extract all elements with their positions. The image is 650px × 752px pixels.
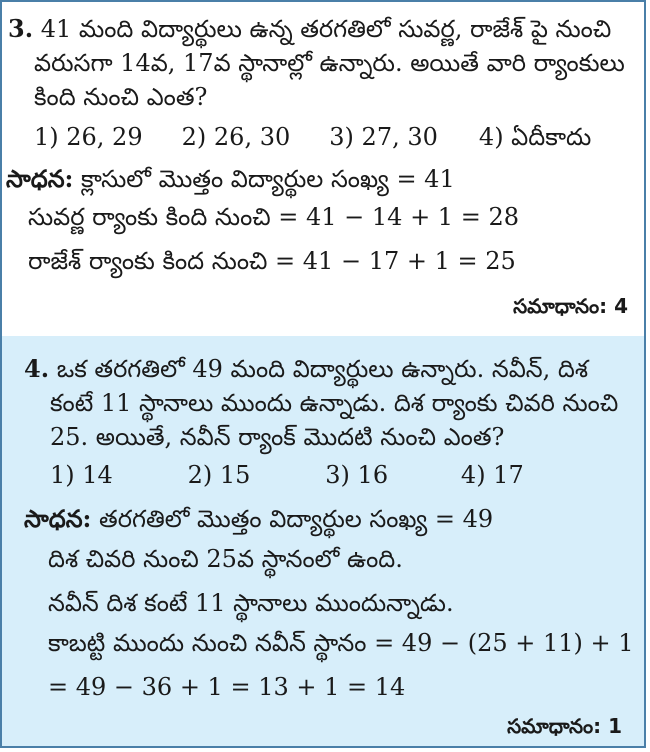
q4-line-1 — [24, 354, 588, 384]
question-3-block — [2, 2, 644, 336]
q4-text-line-2: కంటే 11 స్థానాలు ముందు ఉన్నాడు. దిశ ర్యాంకు చివరి నుంచి — [50, 389, 619, 417]
q3-solution-line-2: సువర్ణ ర్యాంకు కింది నుంచి = 41 − 14 + 1 = 28 — [28, 203, 519, 231]
q4-text-line-1: ఒక తరగతిలో 49 మంది విద్యార్థులు ఉన్నారు. నవీన్, దిశ — [56, 355, 589, 383]
q3-answer: సమాధానం: 4 — [513, 294, 628, 318]
q4-answer: సమాధానం: 1 — [507, 714, 622, 738]
q3-option-3: 3) 27, 30 — [329, 123, 438, 151]
q4-option-1: 1) 14 — [50, 461, 113, 489]
q3-option-4: 4) ఏదీకాదు — [478, 123, 592, 151]
q3-solution-line-1 — [6, 164, 455, 194]
q3-text-line-1: 41 మంది విద్యార్థులు ఉన్న తరగతిలో సువర్ణ, రాజేశ్ పై నుంచి — [40, 15, 612, 43]
q3-solution-label: సాధన: — [6, 164, 74, 193]
question-4-block — [2, 336, 644, 746]
q3-text-line-3: కింది నుంచి ఎంత? — [34, 83, 208, 111]
q4-options — [50, 460, 524, 490]
q3-number: 3. — [8, 14, 34, 43]
q4-solution-line-5: = 49 − 36 + 1 = 13 + 1 = 14 — [48, 673, 406, 701]
q4-solution-line-1 — [24, 504, 493, 534]
q4-solution-text-1: తరగతిలో మొత్తం విద్యార్థుల సంఖ్య = 49 — [99, 505, 494, 533]
q4-option-3: 3) 16 — [325, 461, 389, 489]
q3-solution-text-1: క్లాసులో మొత్తం విద్యార్థుల సంఖ్య = 41 — [81, 165, 455, 193]
q3-option-2: 2) 26, 30 — [181, 123, 291, 151]
q3-line-1 — [8, 14, 611, 44]
q4-solution-label: సాధన: — [24, 504, 92, 533]
q3-solution-line-3: రాజేశ్ ర్యాంకు కింద నుంచి = 41 − 17 + 1 = 25 — [28, 247, 516, 275]
q4-number: 4. — [24, 354, 50, 383]
q4-solution-line-4: కాబట్టి ముందు నుంచి నవీన్ స్థానం = 49 − (25 + 11) + 1 — [48, 629, 634, 657]
q4-solution-line-3: నవీన్ దిశ కంటే 11 స్థానాలు ముందున్నాడు. — [48, 589, 454, 617]
q3-option-1: 1) 26, 29 — [34, 123, 143, 151]
q4-option-2: 2) 15 — [187, 461, 251, 489]
q4-solution-line-2: దిశ చివరి నుంచి 25వ స్థానంలో ఉంది. — [48, 545, 403, 573]
q4-text-line-3: 25. అయితే, నవీన్ ర్యాంక్ మొదటి నుంచి ఎంత? — [50, 423, 505, 451]
q3-text-line-2: వరుసగా 14వ, 17వ స్థానాల్లో ఉన్నారు. అయితే వారి ర్యాంకులు — [34, 49, 625, 77]
q4-option-4: 4) 17 — [460, 461, 524, 489]
q3-options — [34, 122, 591, 152]
